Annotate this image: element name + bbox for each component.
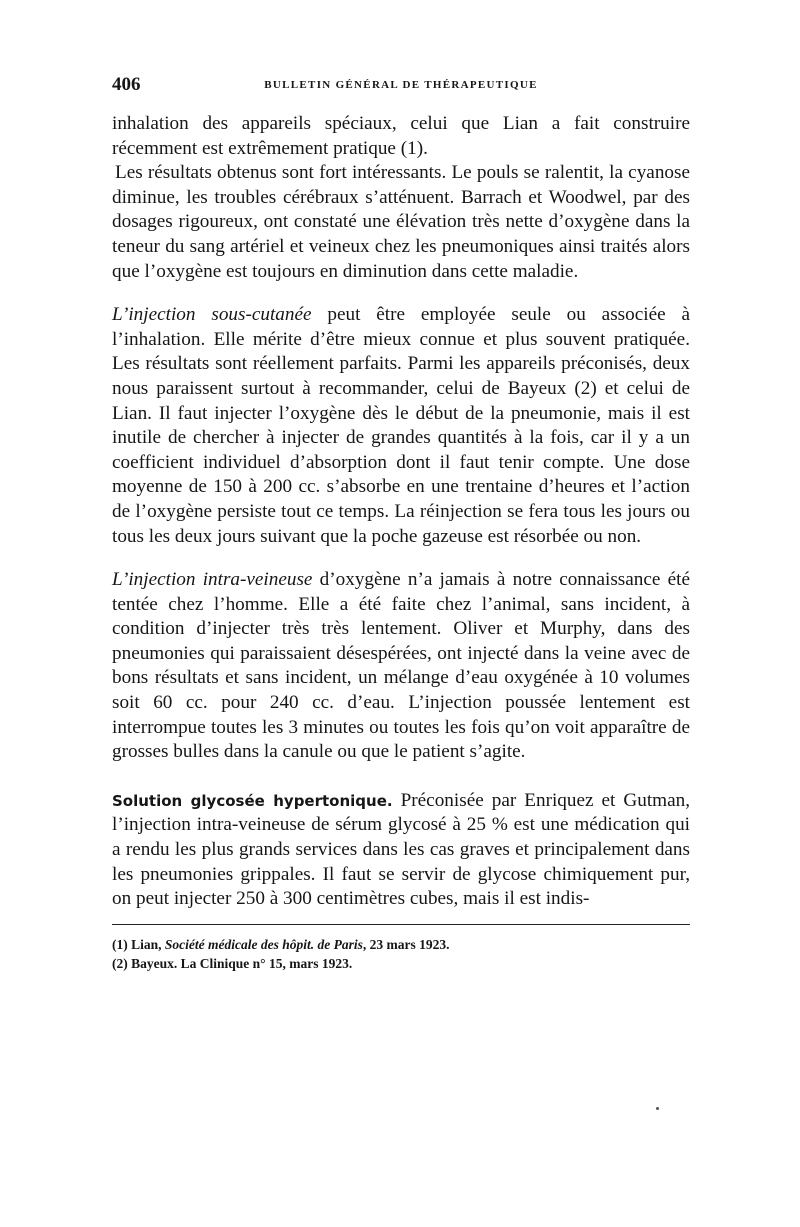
paragraph-intravenous-injection [112,568,690,765]
footnote-divider [112,924,690,925]
footnote-source: Société médicale des hôpit. de Paris [164,936,363,952]
section-title-glucose: Solution glycosée hypertonique. [112,791,393,810]
footnote-1 [112,935,690,954]
print-speck [656,1107,659,1110]
subcutaneous-body: peut être employée seule ou associée à l’inhalation. Elle mérite d’être mieux connue et plus souvent pratiquée. Les résultats sont réellement parfaits. Parmi les appareils préconisés, deux nous paraissent surtout à recommander, celui de Bayeux (2) et celui de Lian. Il faut injecter l’oxygène dès le début de la pneumonie, mais il est inutile de chercher à injecter de grandes quantités à la fois, car il y a un coefficient individuel d’absorption dont il faut tenir compte. Une dose moyenne de 150 à 200 cc. s’absorbe en une trentaine d’heures et l’action de l’oxygène persiste tout ce temps. La réinjection se fera tous les jours ou tous les deux jours suivant que la poche gazeuse est résorbée ou non. [112,304,690,547]
footnotes [112,935,690,973]
section-title-subcutaneous: L’injection sous-cutanée [112,304,312,326]
paragraph-results: Les résultats obtenus sont fort intéressants. Le pouls se ralentit, la cyanose diminue, les troubles cérébraux s’atténuent. Barrach et Woodwel, par des dosages rigoureux, ont constaté une élévation très nette d’oxygène dans la teneur du sang artériel et veineux chez les pneumoniques ainsi traités alors que l’oxygène est toujours en diminution dans cette maladie. [112,162,690,282]
footnote-date: , mars 1923. [282,955,353,971]
book-page [112,74,690,973]
page-header [112,74,690,98]
footnote-separator: , [158,936,165,952]
footnote-marker: (2) [112,955,132,971]
running-title: BULLETIN GÉNÉRAL DE THÉRAPEUTIQUE [264,79,538,91]
footnote-separator: . [173,955,181,971]
footnote-2 [112,954,690,973]
footnote-date: , 23 mars 1923. [362,936,450,952]
section-title-intravenous: L’injection intra-veineuse [112,569,313,591]
footnote-author: Lian [131,936,159,952]
paragraph-subcutaneous-injection [112,303,690,549]
glucose-body: Préconisée par Enriquez et Gutman, l’injection intra-veineuse de sérum glycosé à 25 % est une médication qui a rendu les plus grands services dans les cas graves et principalement dans les pneumonies grippales. Il faut se servir de glycose chimiquement pur, on peut injecter 250 à 300 centimètres cubes, mais il est indis- [112,789,690,910]
page-number: 406 [112,74,141,95]
footnote-source: La Clinique n° 15 [180,955,283,971]
paragraph-inhalation-end: inhalation des appareils spéciaux, celui que Lian a fait construire récemment est extrêmement pratique (1). [112,113,690,159]
footnote-author: Bayeux [131,955,174,971]
footnote-marker: (1) [112,936,132,952]
paragraph-glucose-solution [112,789,690,912]
intravenous-body: d’oxygène n’a jamais à notre connaissance été tentée chez l’homme. Elle a été faite chez l’animal, sans incident, à condition d’injecter très très lentement. Oliver et Murphy, dans des pneumonies qui paraissaient désespérées, ont injecté dans la veine avec de bons résultats et sans incident, un mélange d’eau oxygénée à 10 volumes soit 60 cc. pour 240 cc. d’eau. L’injection poussée lentement est interrompue toutes les 3 minutes ou toutes les fois qu’on voit apparaître de grosses bulles dans la canule ou que le patient s’agite. [112,569,690,763]
